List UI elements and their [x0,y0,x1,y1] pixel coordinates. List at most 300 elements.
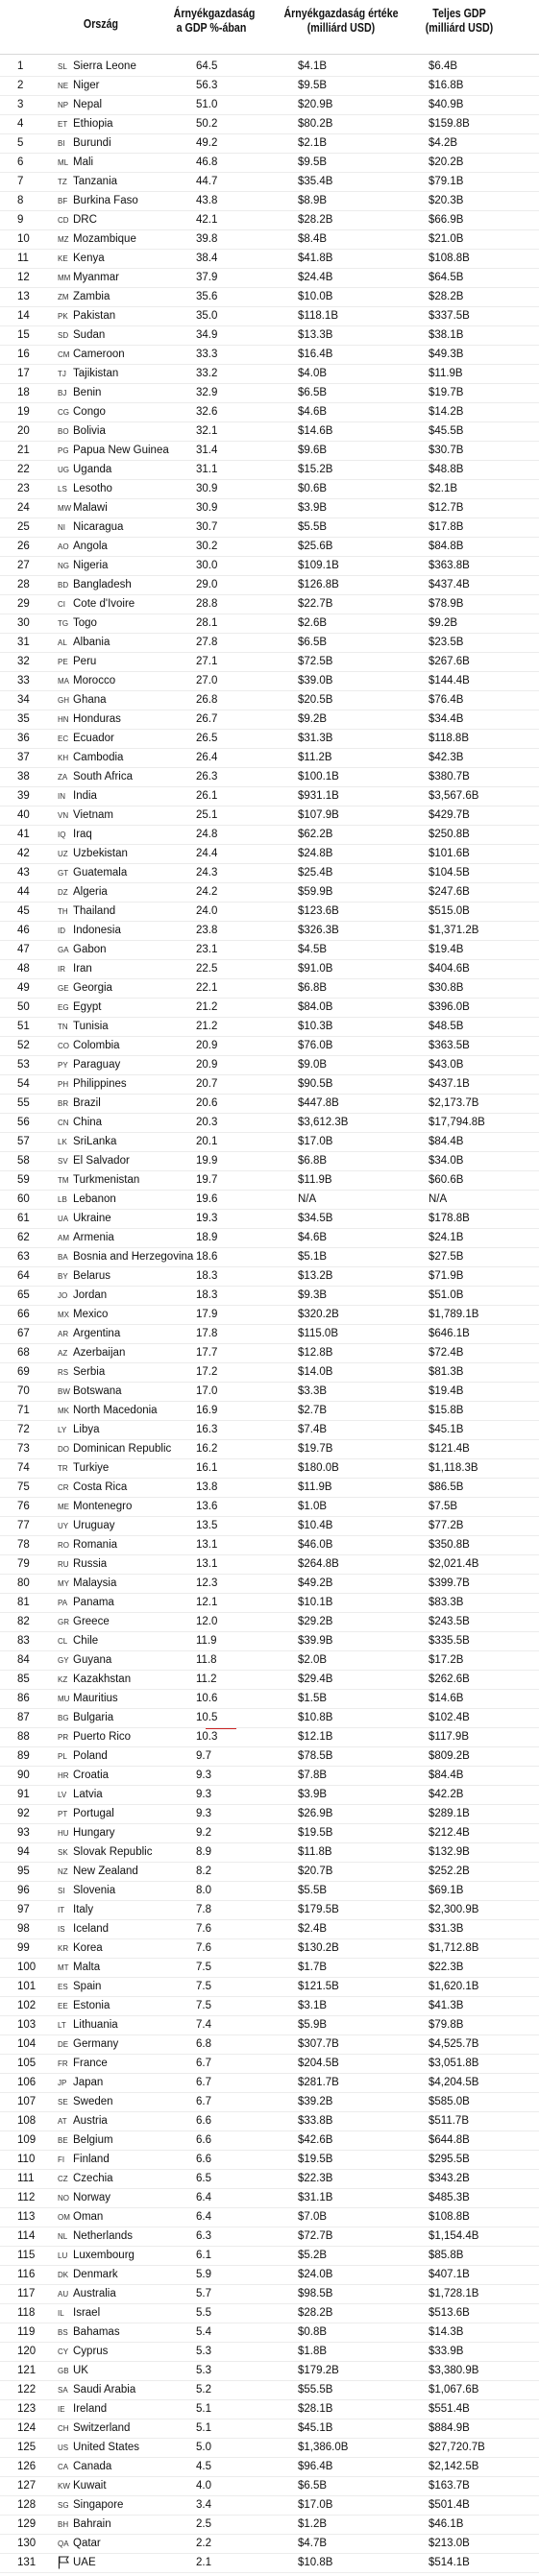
total-cell: $14.2B [429,406,464,418]
value-cell: $45.1B [298,2422,333,2434]
share-cell: 29.0 [196,579,218,590]
rank-cell: 37 [17,752,30,763]
country-code: PL [58,1752,67,1761]
rank-cell: 116 [17,2269,36,2280]
total-cell: $1,620.1B [429,1981,479,1992]
total-cell: N/A [429,1193,448,1205]
rank-cell: 122 [17,2384,37,2395]
value-cell: $28.1B [298,2403,333,2415]
value-cell: $72.5B [298,656,333,667]
share-cell: 9.3 [196,1808,211,1819]
country-name: Slovak Republic [73,1846,153,1858]
country-code: IR [58,965,65,974]
rank-cell: 34 [17,694,30,706]
table-row [0,403,539,422]
country-code: MZ [58,235,69,244]
total-cell: $86.5B [429,1481,464,1493]
country-name: Bahamas [73,2326,120,2338]
total-cell: $515.0B [429,905,470,917]
country-code: GH [58,696,69,705]
table-row [0,1824,539,1843]
value-cell: $15.2B [298,464,333,475]
total-cell: $4,204.5B [429,2077,479,2088]
rank-cell: 96 [17,1885,30,1896]
total-cell: $437.4B [429,579,470,590]
share-cell: 17.2 [196,1366,218,1378]
rank-cell: 100 [17,1962,37,1973]
value-cell: $3.9B [298,1789,328,1800]
value-cell: $4.6B [298,406,328,418]
table-row [0,1363,539,1383]
share-cell: 6.7 [196,2077,211,2088]
country-name: Guyana [73,1654,112,1666]
country-code: GY [58,1656,69,1665]
rank-cell: 87 [17,1712,30,1723]
country-name: South Africa [73,771,134,782]
country-name: Libya [73,1424,100,1435]
table-row [0,1632,539,1651]
total-cell: $163.7B [429,2480,470,2492]
value-cell: $447.8B [298,1097,339,1109]
share-cell: 33.2 [196,368,218,379]
rank-cell: 20 [17,425,30,437]
table-row [0,2247,539,2266]
table-row [0,2381,539,2400]
rank-cell: 129 [17,2518,37,2530]
rank-cell: 92 [17,1808,30,1819]
country-name: Iceland [73,1923,110,1935]
value-cell: $14.6B [298,425,333,437]
share-cell: 26.3 [196,771,218,782]
table-row [0,557,539,576]
total-cell: $404.6B [429,963,470,975]
value-cell: $59.9B [298,886,333,898]
share-cell: 6.1 [196,2250,211,2261]
rank-cell: 125 [17,2442,37,2453]
share-cell: 16.1 [196,1462,218,1474]
country-name: Bolivia [73,425,106,437]
share-cell: 39.8 [196,233,218,245]
country-name: Switzerland [73,2422,131,2434]
rank-cell: 16 [17,349,30,360]
table-row [0,903,539,922]
country-name: Mexico [73,1309,109,1320]
rank-cell: 106 [17,2077,37,2088]
country-code: LV [58,1791,67,1799]
value-cell: $0.8B [298,2326,328,2338]
country-name: Peru [73,656,97,667]
country-name: Zambia [73,291,110,302]
country-code: IS [58,1925,65,1934]
total-cell: $178.8B [429,1213,470,1224]
share-cell: 6.5 [196,2173,211,2184]
table-row [0,1325,539,1344]
country-name: Latvia [73,1789,103,1800]
country-code: SV [58,1157,68,1166]
total-cell: $1,118.3B [429,1462,478,1474]
country-name: UK [73,2365,88,2376]
value-cell: $46.0B [298,1539,333,1551]
table-row [0,1095,539,1114]
total-cell: $2.1B [429,483,458,494]
total-cell: $429.7B [429,809,470,821]
share-cell: 17.0 [196,1385,218,1397]
share-cell: 2.2 [196,2538,211,2549]
table-row [0,922,539,941]
total-cell: $79.1B [429,176,464,187]
value-cell: $9.5B [298,80,328,91]
total-cell: $45.1B [429,1424,464,1435]
total-cell: $20.3B [429,195,464,206]
value-cell: $3.1B [298,2000,328,2011]
table-row [0,1671,539,1690]
country-name: El Salvador [73,1155,130,1167]
country-code: TH [58,907,68,916]
value-cell: $320.2B [298,1309,339,1320]
country-name: Brazil [73,1097,101,1109]
country-code: UZ [58,850,68,858]
country-name: Paraguay [73,1059,121,1071]
value-cell: $42.6B [298,2134,333,2146]
rank-cell: 1 [17,60,24,72]
rank-cell: 21 [17,445,30,456]
country-name: United States [73,2442,140,2453]
country-name: Jordan [73,1289,108,1301]
share-cell: 20.6 [196,1097,218,1109]
country-name: Puerto Rico [73,1731,132,1743]
value-cell: $326.3B [298,925,339,936]
country-code: EC [58,734,69,743]
country-name: Iran [73,963,92,975]
country-code: GR [58,1618,69,1626]
country-code: ME [58,1503,69,1511]
value-cell: $62.2B [298,829,333,840]
value-cell: $5.9B [298,2019,328,2031]
rank-cell: 73 [17,1443,30,1455]
rank-cell: 114 [17,2230,36,2242]
total-cell: $31.3B [429,1923,464,1935]
total-cell: $1,712.8B [429,1942,479,1954]
value-cell: $80.2B [298,118,333,130]
country-name: Norway [73,2192,110,2203]
value-cell: $9.5B [298,156,328,168]
country-code: NE [58,82,69,90]
total-cell: $11.9B [429,368,463,379]
value-cell: $9.6B [298,445,328,456]
country-code: KE [58,254,68,263]
table-row [0,288,539,307]
rank-cell: 123 [17,2403,37,2415]
rank-cell: 76 [17,1501,30,1512]
country-name: Japan [73,2077,104,2088]
value-cell: $11.8B [298,1846,332,1858]
rank-cell: 121 [17,2365,37,2376]
country-code: GT [58,869,69,878]
rank-cell: 25 [17,521,30,533]
value-cell: $2.7B [298,1405,328,1416]
table-row [0,58,539,77]
total-cell: $514.1B [429,2557,470,2568]
total-cell: $45.5B [429,425,464,437]
table-row [0,2227,539,2247]
table-row [0,1383,539,1402]
table-row [0,845,539,864]
rank-cell: 50 [17,1001,30,1013]
country-name: Thailand [73,905,116,917]
country-code: HR [58,1771,69,1780]
rank-cell: 43 [17,867,30,879]
share-cell: 30.9 [196,502,218,514]
share-cell: 49.2 [196,137,218,149]
country-name: Cambodia [73,752,124,763]
share-cell: 23.1 [196,944,218,955]
rank-cell: 59 [17,1174,30,1186]
table-row [0,2304,539,2323]
total-cell: $2,300.9B [429,1904,479,1915]
share-cell: 26.5 [196,733,218,744]
total-cell: $64.5B [429,272,464,283]
country-code: TZ [58,178,67,186]
country-name: Korea [73,1942,103,1954]
share-cell: 10.3 [196,1731,218,1743]
total-cell: $46.1B [429,2518,464,2530]
table-row [0,1037,539,1056]
share-cell: 42.1 [196,214,218,226]
table-row [0,2285,539,2304]
rank-cell: 89 [17,1750,30,1762]
total-cell: $104.5B [429,867,470,879]
table-row [0,1767,539,1786]
value-cell: $8.9B [298,195,328,206]
country-name: Tunisia [73,1021,109,1032]
total-cell: $51.0B [429,1289,464,1301]
total-cell: $34.4B [429,713,464,725]
table-row [0,1786,539,1805]
total-cell: $132.9B [429,1846,470,1858]
table-row [0,2323,539,2343]
country-code: MK [58,1407,69,1415]
share-cell: 20.9 [196,1059,218,1071]
value-cell: $264.8B [298,1558,339,1570]
total-cell: $84.4B [429,1136,464,1147]
total-cell: $24.1B [429,1232,464,1243]
table-row [0,1306,539,1325]
table-row [0,1267,539,1287]
value-cell: $179.5B [298,1904,339,1915]
total-cell: $30.7B [429,445,464,456]
country-code: NL [58,2232,68,2241]
value-cell: $29.4B [298,1673,333,1685]
value-cell: $931.1B [298,790,339,802]
share-cell: 5.7 [196,2288,211,2299]
table-row [0,1536,539,1555]
share-cell: 4.5 [196,2461,211,2472]
value-cell: $22.3B [298,2173,333,2184]
share-cell: 27.0 [196,675,218,686]
value-cell: N/A [298,1193,317,1205]
rank-cell: 72 [17,1424,30,1435]
red-underline-mark [206,1728,236,1729]
country-code: IL [58,2309,64,2318]
table-row [0,2477,539,2496]
share-cell: 7.4 [196,2019,211,2031]
value-cell: $14.0B [298,1366,333,1378]
country-code: SE [58,2098,68,2107]
total-cell: $85.8B [429,2250,464,2261]
total-cell: $295.5B [429,2154,470,2165]
share-cell: 2.5 [196,2518,211,2530]
country-name: Uruguay [73,1520,115,1531]
total-cell: $437.1B [429,1078,470,1090]
table-row [0,710,539,730]
country-code: HN [58,715,69,724]
total-cell: $78.9B [429,598,464,610]
country-code: BD [58,581,69,590]
rank-cell: 74 [17,1462,30,1474]
share-cell: 19.3 [196,1213,218,1224]
table-row [0,230,539,250]
share-cell: 13.1 [196,1558,218,1570]
table-body [0,58,539,2573]
country-code: JO [58,1291,68,1300]
country-code: IT [58,1906,65,1914]
value-cell: $6.8B [298,1155,328,1167]
total-cell: $399.7B [429,1577,470,1589]
country-name: Israel [73,2307,101,2319]
rank-cell: 86 [17,1693,30,1704]
country-name: Papua New Guinea [73,445,169,456]
value-cell: $281.7B [298,2077,339,2088]
country-name: Australia [73,2288,116,2299]
share-cell: 24.8 [196,829,218,840]
value-cell: $9.3B [298,1289,328,1301]
country-name: France [73,2058,108,2069]
share-cell: 27.8 [196,637,218,648]
total-cell: $243.5B [429,1616,470,1627]
country-name: Mauritius [73,1693,118,1704]
rank-cell: 102 [17,2000,37,2011]
share-cell: 51.0 [196,99,218,110]
value-cell: $6.5B [298,387,328,398]
total-cell: $17.2B [429,1654,464,1666]
table-row [0,1728,539,1747]
country-code: LY [58,1426,67,1434]
country-code: CM [58,350,70,359]
value-cell: $6.5B [298,637,328,648]
country-name: Serbia [73,1366,106,1378]
value-cell: $126.8B [298,579,339,590]
total-cell: $585.0B [429,2096,470,2107]
value-cell: $19.5B [298,2154,333,2165]
country-code: CG [58,408,69,417]
table-row [0,96,539,115]
table-row [0,960,539,979]
share-cell: 19.6 [196,1193,218,1205]
rank-cell: 70 [17,1385,30,1397]
share-cell: 5.0 [196,2442,211,2453]
country-name: Saudi Arabia [73,2384,136,2395]
value-cell: $1,386.0B [298,2442,349,2453]
total-cell: $262.6B [429,1673,470,1685]
country-name: Bangladesh [73,579,132,590]
rank-cell: 2 [17,80,24,91]
country-name: Romania [73,1539,118,1551]
share-cell: 37.9 [196,272,218,283]
country-code: BO [58,427,69,436]
value-cell: $35.4B [298,176,333,187]
table-row [0,1075,539,1095]
value-cell: $10.1B [298,1597,333,1608]
total-cell: $350.8B [429,1539,470,1551]
rank-cell: 51 [17,1021,30,1032]
share-cell: 11.2 [196,1673,217,1685]
total-cell: $4,525.7B [429,2038,479,2050]
table-row [0,634,539,653]
country-name: Lithuania [73,2019,118,2031]
value-cell: $6.8B [298,982,328,994]
table-row [0,1863,539,1882]
total-cell: $79.8B [429,2019,464,2031]
rank-cell: 52 [17,1040,30,1051]
rank-cell: 13 [17,291,30,302]
country-code: SL [58,62,67,71]
table-row [0,365,539,384]
total-cell: $17,794.8B [429,1117,485,1128]
total-cell: $33.9B [429,2346,464,2357]
value-cell: $3.3B [298,1385,328,1397]
country-name: Albania [73,637,110,648]
rank-cell: 110 [17,2154,36,2165]
share-cell: 30.2 [196,541,218,552]
rank-cell: 128 [17,2499,37,2511]
total-cell: $212.4B [429,1827,470,1839]
country-code: CA [58,2463,69,2471]
total-cell: $84.4B [429,1769,464,1781]
share-cell: 12.0 [196,1616,218,1627]
share-cell: 18.9 [196,1232,218,1243]
table-row [0,2400,539,2420]
table-row [0,1651,539,1671]
rank-cell: 98 [17,1923,30,1935]
total-cell: $77.2B [429,1520,464,1531]
rank-cell: 3 [17,99,24,110]
value-cell: $25.6B [298,541,333,552]
rank-cell: 24 [17,502,30,514]
table-row [0,307,539,326]
share-cell: 24.4 [196,848,218,859]
value-cell: $4.6B [298,1232,328,1243]
total-cell: $83.3B [429,1597,464,1608]
value-cell: $49.2B [298,1577,333,1589]
country-name: Algeria [73,886,108,898]
rank-cell: 44 [17,886,30,898]
value-cell: $22.7B [298,598,333,610]
country-code: BY [58,1272,68,1281]
country-code: PG [58,446,69,455]
total-cell: $3,051.8B [429,2058,479,2069]
share-cell: 35.0 [196,310,218,322]
country-name: Cameroon [73,349,125,360]
flag-icon [58,2556,73,2571]
value-cell: $180.0B [298,1462,339,1474]
rank-cell: 90 [17,1769,30,1781]
total-cell: $84.8B [429,541,464,552]
rank-cell: 66 [17,1309,30,1320]
share-cell: 19.9 [196,1155,218,1167]
country-name: DRC [73,214,97,226]
rank-cell: 69 [17,1366,30,1378]
rank-cell: 126 [17,2461,37,2472]
